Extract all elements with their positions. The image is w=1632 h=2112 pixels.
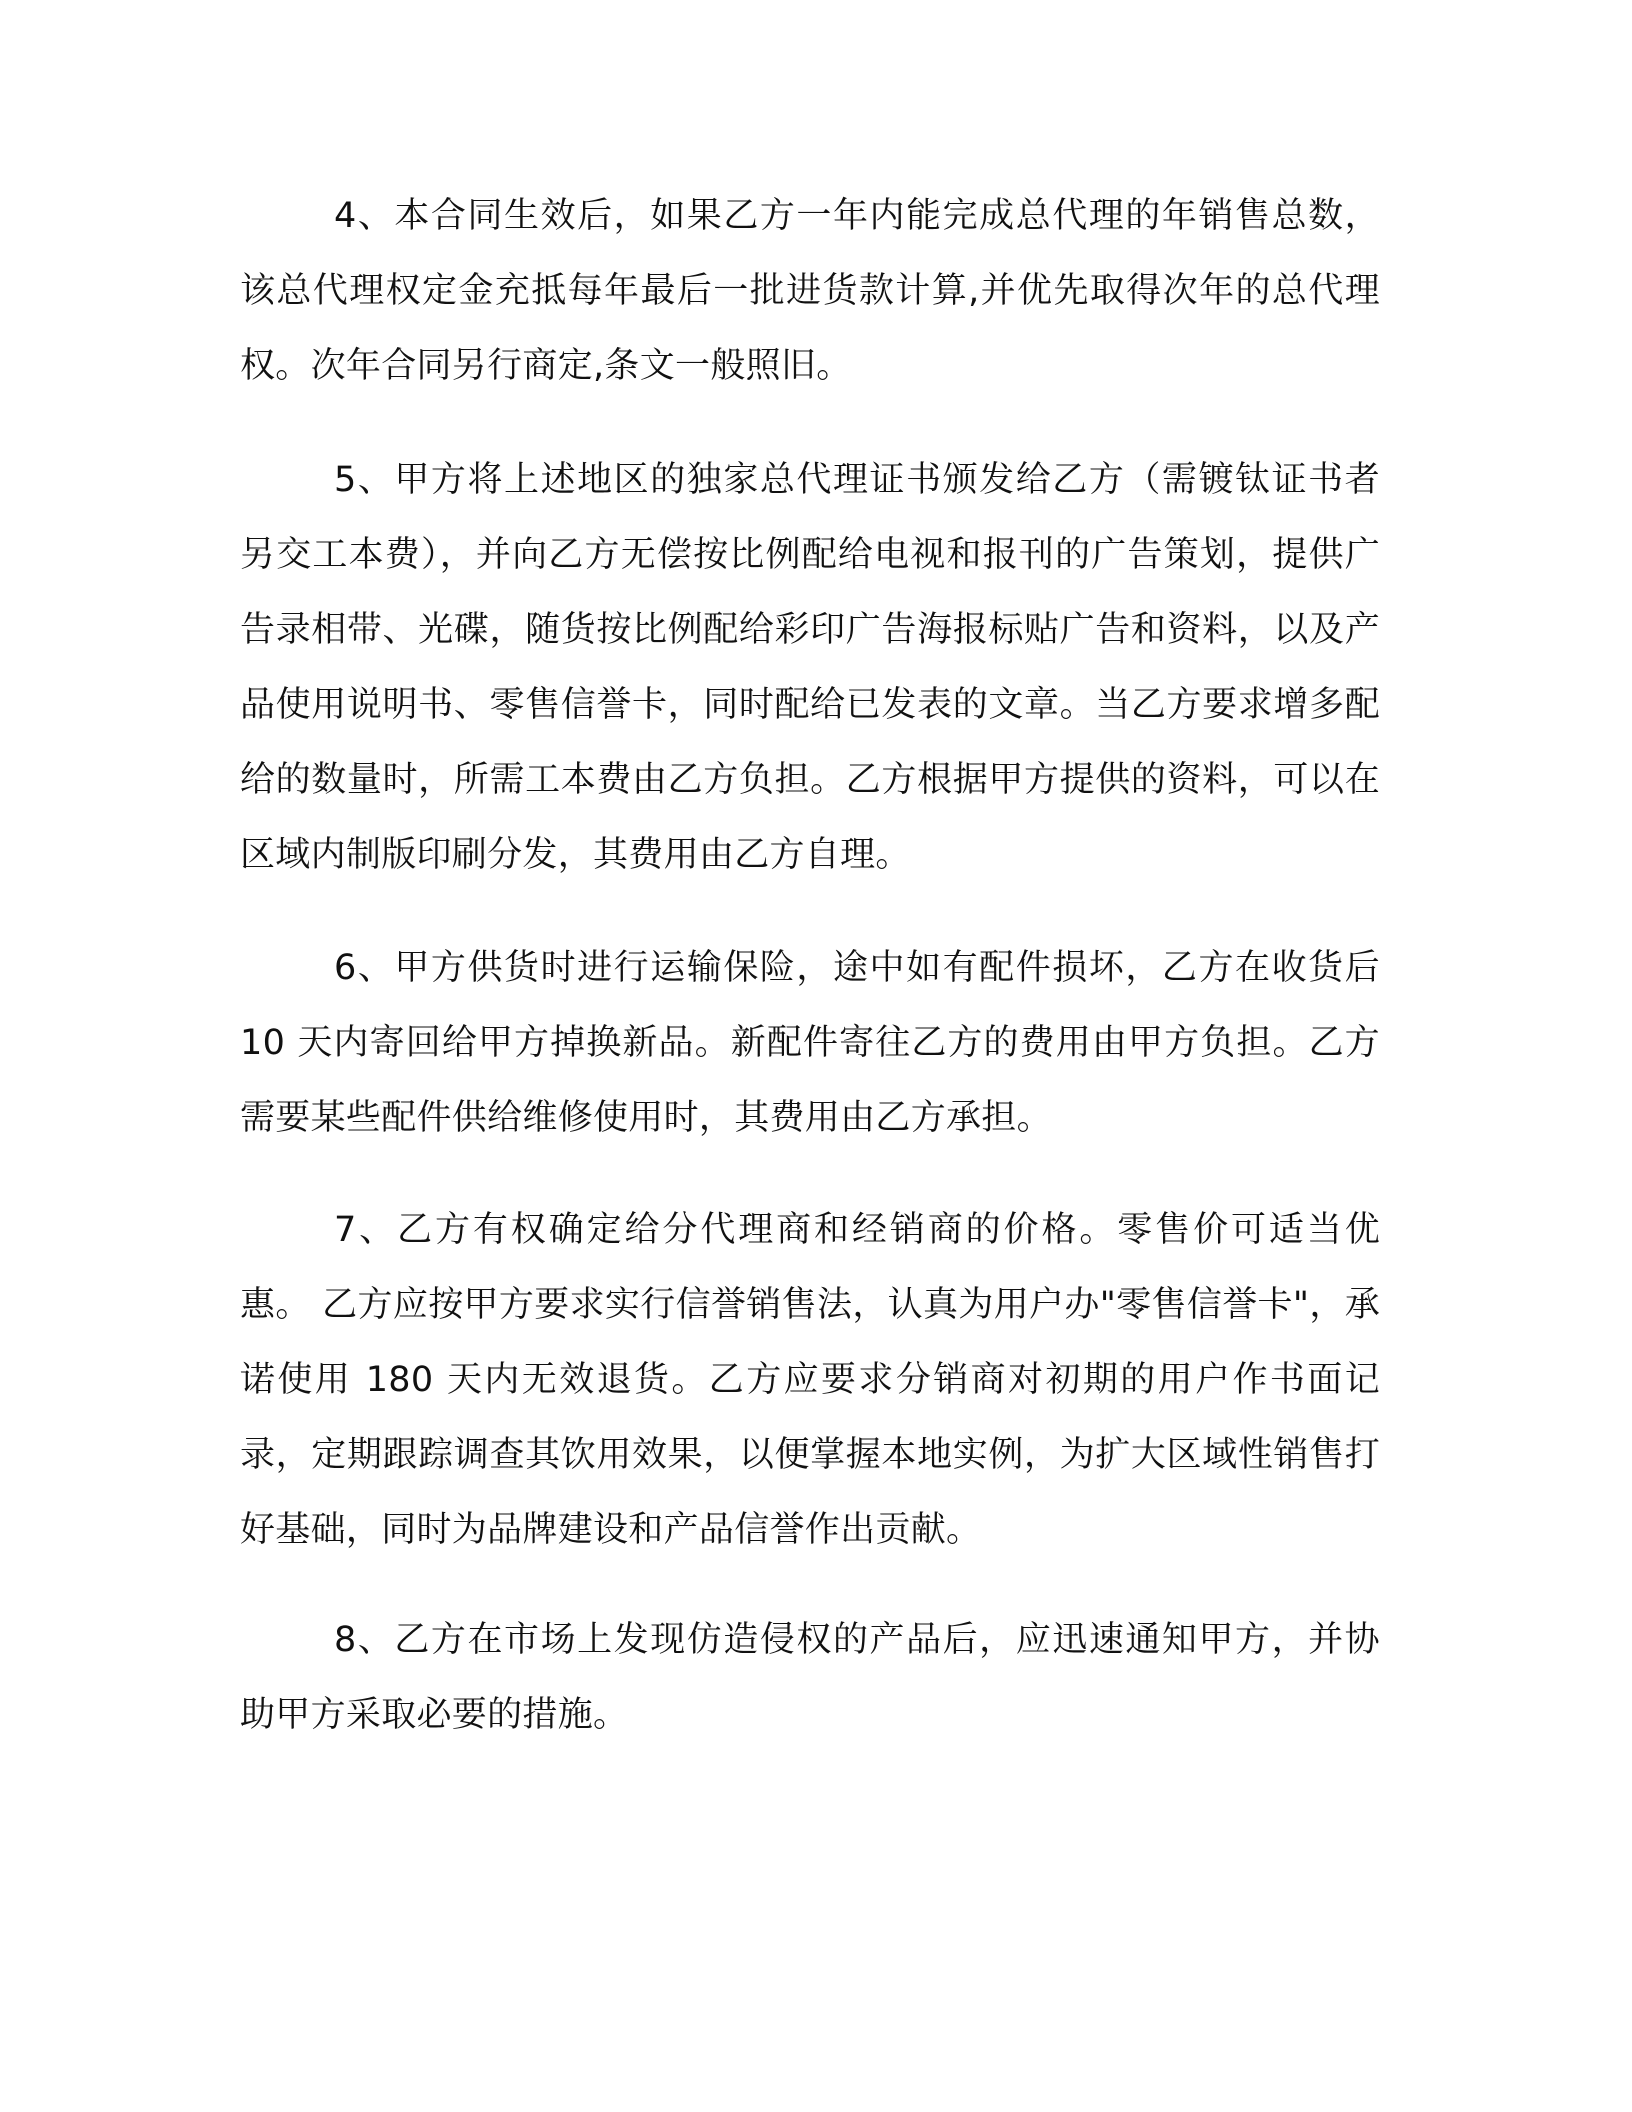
- clause-6-paragraph: 6、甲方供货时进行运输保险，途中如有配件损坏，乙方在收货后 10 天内寄回给甲方掉换新品。新配件寄往乙方的费用由甲方负担。乙方需要某些配件供给维修使用时，其费用由乙方承担。: [240, 948, 1380, 1138]
- clause-7-paragraph: 7、乙方有权确定给分代理商和经销商的价格。零售价可适当优惠。 乙方应按甲方要求实行信誉销售法，认真为用户办"零售信誉卡"，承诺使用 180 天内无效退货。乙方应要求分销商对初期的用户作书面记录，定期跟踪调查其饮用效果，以便掌握本地实例，为扩大区域性销售打好基础，同时为品牌建设和产品信誉作出贡献。: [240, 1210, 1380, 1550]
- clause-8-paragraph: 8、乙方在市场上发现仿造侵权的产品后，应迅速通知甲方，并协助甲方采取必要的措施。: [240, 1620, 1380, 1735]
- clause-5-paragraph: 5、甲方将上述地区的独家总代理证书颁发给乙方（需镀钛证书者另交工本费），并向乙方无偿按比例配给电视和报刊的广告策划，提供广告录相带、光碟，随货按比例配给彩印广告海报标贴广告和资料，以及产品使用说明书、零售信誉卡，同时配给已发表的文章。当乙方要求增多配给的数量时，所需工本费由乙方负担。乙方根据甲方提供的资料，可以在区域内制版印刷分发，其费用由乙方自理。: [240, 460, 1380, 875]
- clause-4-paragraph: 4、本合同生效后，如果乙方一年内能完成总代理的年销售总数，该总代理权定金充抵每年最后一批进货款计算,并优先取得次年的总代理权。次年合同另行商定,条文一般照旧。: [240, 196, 1380, 386]
